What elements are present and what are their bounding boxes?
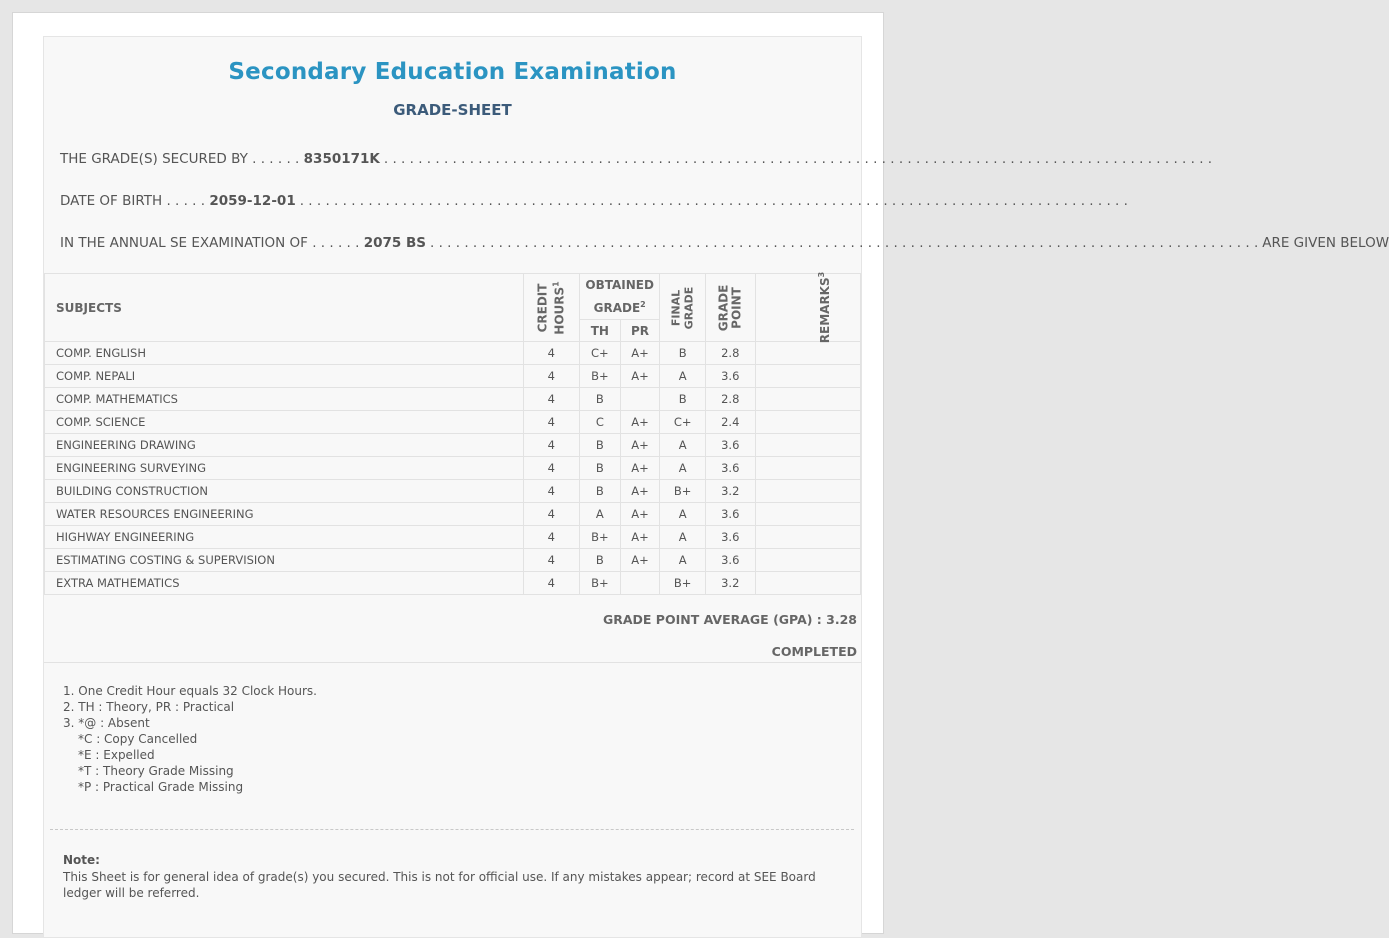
subject-cell: BUILDING CONSTRUCTION — [45, 480, 524, 503]
credit-cell: 4 — [523, 434, 579, 457]
final-grade-cell: A — [660, 434, 706, 457]
exam-year: 2075 BS — [363, 235, 427, 251]
subject-cell: ENGINEERING SURVEYING — [45, 457, 524, 480]
table-row — [45, 549, 861, 572]
pr-header: PR — [620, 320, 660, 342]
dots-fill: . . . . . . . . . . . . . . . . . . . . . . . . . . . . . . . . . . . . . . . . . . . . . . . . . . . . . . . . . . . . . . . . . . . . . . . . . . . . . . . . . . . . . . . . . . . . . . . . . — [383, 151, 1213, 167]
table-row — [45, 388, 861, 411]
footnote: 1. One Credit Hour equals 32 Clock Hours. — [63, 684, 317, 698]
gpa-value: GRADE POINT AVERAGE (GPA) : 3.28 — [602, 612, 857, 627]
grades-table — [44, 273, 861, 595]
grade-sheet — [43, 36, 1389, 938]
practical-grade-cell: A+ — [620, 503, 660, 526]
obtained-grade-header: OBTAINED GRADE$^2$ — [580, 274, 660, 320]
result-status: COMPLETED — [771, 644, 857, 659]
theory-grade-cell: C+ — [580, 342, 621, 365]
practical-grade-cell: A+ — [620, 434, 660, 457]
table-row — [45, 342, 861, 365]
grade-point-cell: 3.2 — [705, 480, 755, 503]
table-row — [45, 434, 861, 457]
theory-grade-cell: A — [580, 503, 621, 526]
theory-grade-cell: B — [580, 549, 621, 572]
grade-point-header: GRADE POINT — [705, 274, 755, 342]
secured-label: THE GRADE(S) SECURED BY — [60, 151, 248, 167]
table-row — [45, 457, 861, 480]
grade-point-cell: 3.6 — [705, 457, 755, 480]
final-grade-cell: A — [660, 549, 706, 572]
practical-grade-cell: A+ — [620, 549, 660, 572]
sheet-subtitle: GRADE-SHEET — [393, 101, 512, 119]
grade-point-cell: 3.6 — [705, 365, 755, 388]
exam-label: IN THE ANNUAL SE EXAMINATION OF — [60, 235, 308, 251]
dots-fill: . . . . . . . . . . . . . . . . . . . . . . . . . . . . . . . . . . . . . . . . . . . . . . . . . . . . . . . . . . . . . . . . . . . . . . . . . . . . . . . . . . . . . . . . . . . . . . . . . — [430, 235, 1259, 251]
remarks-cell — [755, 388, 860, 411]
symbol-number: 8350171K — [303, 151, 380, 167]
remarks-cell — [755, 457, 860, 480]
subject-cell: WATER RESOURCES ENGINEERING — [45, 503, 524, 526]
grade-point-cell: 2.8 — [705, 388, 755, 411]
practical-grade-cell: A+ — [620, 480, 660, 503]
page — [12, 12, 1389, 934]
table-row — [45, 365, 861, 388]
final-grade-cell: C+ — [660, 411, 706, 434]
table-row — [45, 503, 861, 526]
subject-cell: HIGHWAY ENGINEERING — [45, 526, 524, 549]
dob-label: DATE OF BIRTH — [60, 193, 163, 209]
footnote: *E : Expelled — [78, 748, 155, 762]
theory-grade-cell: B+ — [580, 365, 621, 388]
subject-cell: COMP. SCIENCE — [45, 411, 524, 434]
subjects-header: SUBJECTS — [45, 274, 524, 342]
grade-point-cell: 3.6 — [705, 526, 755, 549]
final-grade-cell: A — [660, 457, 706, 480]
dots: . . . . . . — [312, 235, 360, 251]
remarks-cell — [755, 434, 860, 457]
practical-grade-cell — [620, 388, 660, 411]
note-text: This Sheet is for general idea of grade(s) you secured. This is not for official use. If any mistakes appear; record at SEE Board ledger will be referred. — [63, 870, 816, 900]
remarks-cell — [755, 365, 860, 388]
page-title: Secondary Education Examination — [228, 59, 677, 85]
footnote: *T : Theory Grade Missing — [78, 764, 234, 778]
grade-point-cell: 2.8 — [705, 342, 755, 365]
remarks-cell — [755, 411, 860, 434]
remarks-header: REMARKS$^3$ — [755, 274, 860, 342]
practical-grade-cell: A+ — [620, 411, 660, 434]
grade-point-cell: 3.6 — [705, 549, 755, 572]
dots-fill: . . . . . . . . . . . . . . . . . . . . . . . . . . . . . . . . . . . . . . . . . . . . . . . . . . . . . . . . . . . . . . . . . . . . . . . . . . . . . . . . . . . . . . . . . . . . . . . . . — [299, 193, 1128, 209]
subject-cell: COMP. NEPALI — [45, 365, 524, 388]
grade-point-cell: 3.2 — [705, 572, 755, 595]
exam-line — [60, 235, 1389, 251]
final-grade-header: FINAL GRADE — [660, 274, 706, 342]
date-of-birth: 2059-12-01 — [209, 193, 296, 209]
final-grade-cell: B — [660, 388, 706, 411]
th-header: TH — [580, 320, 621, 342]
table-row — [45, 526, 861, 549]
credit-cell: 4 — [523, 457, 579, 480]
subject-cell: ENGINEERING DRAWING — [45, 434, 524, 457]
credit-cell: 4 — [523, 526, 579, 549]
credit-cell: 4 — [523, 572, 579, 595]
remarks-cell — [755, 549, 860, 572]
final-grade-cell: A — [660, 503, 706, 526]
gpa-section — [44, 592, 861, 663]
note-label: Note: — [63, 853, 100, 867]
theory-grade-cell: B — [580, 480, 621, 503]
final-grade-cell: B+ — [660, 572, 706, 595]
footnote: 3. *@ : Absent — [63, 716, 150, 730]
credit-hours-header: CREDIT HOURS$^1$ — [523, 274, 579, 342]
table-row — [45, 411, 861, 434]
secured-by-line — [60, 151, 1213, 167]
remarks-cell — [755, 503, 860, 526]
footnote: *C : Copy Cancelled — [78, 732, 198, 746]
final-grade-cell: B — [660, 342, 706, 365]
theory-grade-cell: C — [580, 411, 621, 434]
credit-cell: 4 — [523, 503, 579, 526]
remarks-cell — [755, 526, 860, 549]
credit-cell: 4 — [523, 342, 579, 365]
theory-grade-cell: B+ — [580, 572, 621, 595]
grade-point-cell: 3.6 — [705, 503, 755, 526]
dots: . . . . . . — [252, 151, 300, 167]
subject-cell: COMP. MATHEMATICS — [45, 388, 524, 411]
theory-grade-cell: B — [580, 434, 621, 457]
practical-grade-cell: A+ — [620, 342, 660, 365]
remarks-cell — [755, 480, 860, 503]
grade-point-cell: 3.6 — [705, 434, 755, 457]
credit-cell: 4 — [523, 388, 579, 411]
subject-cell: ESTIMATING COSTING & SUPERVISION — [45, 549, 524, 572]
theory-grade-cell: B — [580, 388, 621, 411]
dob-line — [60, 193, 1128, 209]
theory-grade-cell: B+ — [580, 526, 621, 549]
theory-grade-cell: B — [580, 457, 621, 480]
subject-cell: COMP. ENGLISH — [45, 342, 524, 365]
footnote: 2. TH : Theory, PR : Practical — [63, 700, 235, 714]
footnotes — [63, 683, 317, 795]
credit-cell: 4 — [523, 411, 579, 434]
remarks-cell — [755, 342, 860, 365]
practical-grade-cell: A+ — [620, 457, 660, 480]
grade-point-cell: 2.4 — [705, 411, 755, 434]
final-grade-cell: A — [660, 365, 706, 388]
practical-grade-cell: A+ — [620, 526, 660, 549]
footnote: *P : Practical Grade Missing — [78, 780, 244, 794]
dashed-divider — [50, 829, 854, 830]
given-below: ARE GIVEN BELOW — [1262, 235, 1389, 251]
final-grade-cell: A — [660, 526, 706, 549]
credit-cell: 4 — [523, 480, 579, 503]
dots: . . . . . — [166, 193, 206, 209]
subject-cell: EXTRA MATHEMATICS — [45, 572, 524, 595]
practical-grade-cell: A+ — [620, 365, 660, 388]
table-row — [45, 480, 861, 503]
credit-cell: 4 — [523, 549, 579, 572]
final-grade-cell: B+ — [660, 480, 706, 503]
credit-cell: 4 — [523, 365, 579, 388]
